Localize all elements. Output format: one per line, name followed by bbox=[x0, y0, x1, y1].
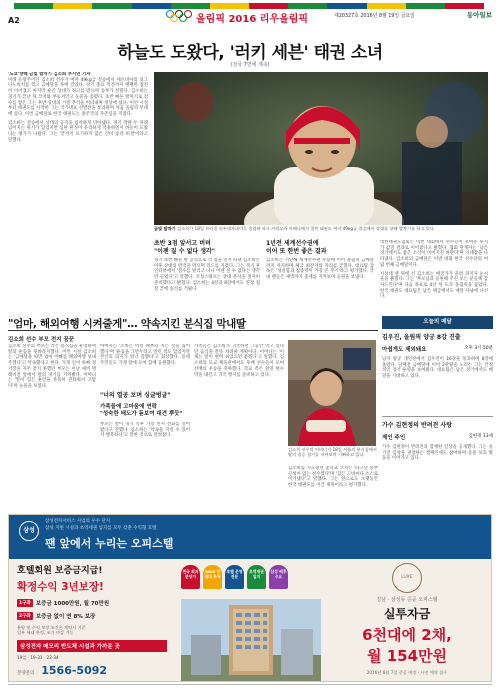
main-headline: 하늘도 도왔다, '러키 세븐' 태권 소녀 bbox=[117, 43, 383, 63]
ad-badge: 삼성 배후 수요 bbox=[269, 565, 288, 589]
second-byline: 김소희 선수 부모 전지 꿈꾼 bbox=[8, 337, 75, 343]
color-bar-segment bbox=[406, 3, 445, 9]
ad-phone-number[interactable]: 1566-5092 bbox=[41, 663, 108, 677]
ad-title-2: 확정수익 3년보장! bbox=[17, 581, 104, 593]
color-bar-segment bbox=[171, 3, 210, 9]
mother-photo-caption: 김소희 선수의 어머니가 18일 서울의 분식집에서 딸의 결승 경기를 지켜보며 기뻐하고 있다. bbox=[288, 447, 377, 457]
ad-right-footnote: 2016년 8월 7일 준공 예정 · 사전 예약 접수 bbox=[366, 670, 448, 675]
sidebar-divider bbox=[382, 416, 493, 417]
headline-byline: (전국 7면에 계속) bbox=[230, 62, 270, 68]
ad-phone-label: 분양문의 bbox=[17, 670, 35, 676]
sidebar-item-2-meta: 김현정 13세 bbox=[468, 434, 493, 439]
headline-rule bbox=[8, 330, 378, 331]
sidebar-item-2-text: 가수 김현정이 반려견과 함께한 일상을 공개했다. 그는 유기견 입양을 권장하는 캠페인에도 참여하며 동물 보호 활동을 이어가고 있다. bbox=[382, 445, 493, 462]
page-code: A2 bbox=[8, 16, 20, 25]
article2-subhead-1: "너의 열공 보며 싱글벙글" bbox=[100, 392, 171, 399]
color-bar-segment bbox=[445, 3, 484, 9]
ad-right-income: 월 154만원 bbox=[366, 647, 447, 665]
caption-title: 금빛 발차기 bbox=[154, 226, 176, 231]
sidebar-item-1-meta: 오후 3시 50분 bbox=[464, 346, 493, 351]
ad-right-logo-icon: LUXE bbox=[392, 563, 422, 593]
ad-banner bbox=[9, 515, 492, 559]
ad-badge: 전국 최저 분양가 bbox=[181, 565, 200, 589]
page-header bbox=[0, 0, 500, 30]
article1-column-1 bbox=[8, 72, 148, 312]
ad-option-2 bbox=[17, 612, 167, 620]
ad-badge: 호텔 운영 전문 bbox=[225, 565, 244, 589]
color-bar-segment bbox=[132, 3, 171, 9]
article1-column-2: 경기 초반 빠른 발 공격으로 석 점을 먼저 따낸 김소희는 이후 상대의 반격을 막으며 리드를 지켰다. 그는 경기 후 인터뷰에서 '점수를 벌리고 나니 이젠 질 수 없다는 생각만 들었다'고 말했다. 코칭스태프는 상대 분석을 철저히 준비했다고 밝혔다. 김소희는 4강과 8강에서도 연장 접전 끝에 승리를 거뒀다. bbox=[154, 258, 260, 292]
ad-badges bbox=[181, 565, 288, 589]
ad-logo-icon: 삼성 bbox=[19, 521, 39, 541]
color-bar-segment bbox=[92, 3, 131, 9]
header-color-bar bbox=[14, 3, 484, 9]
mother-photo-illustration bbox=[288, 340, 376, 446]
color-bar-segment bbox=[53, 3, 92, 9]
ad-badge: 초역세권 입지 bbox=[247, 565, 266, 589]
article1-column-3: 김소희는 지난해 세계선수권 우승에 이어 올림픽 금메달까지 차지하며 체급 최강자의 자리를 굳혔다. 대표팀 감독은 '성실함과 집중력이 가장 큰 무기'라고 평가했다. 국내 팬들은 새벽까지 중계를 지켜보며 응원을 보냈다. bbox=[266, 258, 374, 281]
sidebar-item-1-sub bbox=[382, 345, 493, 353]
ad-option-1-tag: 1구좌 bbox=[19, 601, 31, 606]
ad-option-2-tag: 2구좌 bbox=[19, 614, 31, 619]
article1-subhead-1: 초반 3점 앞서고 버텨 "이젠 질 수 없다 생각" bbox=[154, 240, 215, 255]
sidebar-item-1 bbox=[382, 334, 493, 379]
ad-title-1: 호텔회원 보증금지급! bbox=[17, 566, 103, 576]
ad-option-1 bbox=[17, 599, 167, 607]
ad-band: 삼성전자 메모리 반도체 시설과 가까운 곳 bbox=[17, 640, 167, 652]
sidebar-item-2-subtitle: 제인 주인 bbox=[382, 435, 406, 441]
caption-text: 김소희가 18일 브라질 리우데자네이루 올림픽 파크 카리오카 아레나에서 열린 태권도 여자 49kg급 결승에서 상대를 향해 발차기를 하고 있다. bbox=[177, 226, 436, 231]
main-photo-caption bbox=[154, 226, 488, 231]
sidebar-item-1-subtitle: 아쉽게도 제외돼요 bbox=[382, 347, 427, 353]
article2-column-4: 김소희를 지도했던 중학교 코치는 '타고난 승부 근성이 있는 선수였다'며 '힘든 고비마다 스스로 이겨냈다'고 말했다. 그는 앞으로도 오랫동안 한국 태권도를 이끌 재목이라고 평가했다. bbox=[288, 466, 378, 489]
ad-right-label: 실투자금 bbox=[383, 607, 431, 621]
ad-option-1-text: 보증금 1000만원, 월 70만원 bbox=[35, 601, 110, 607]
ad-phone[interactable] bbox=[17, 664, 167, 677]
footer-rule bbox=[8, 684, 492, 685]
ad-option-2-text: 보증금 없이 연 8% 보장 bbox=[35, 614, 96, 620]
sidebar bbox=[382, 316, 493, 329]
article1-text-2: 김소희는 결승에서 상대의 공격을 침착하게 막아냈다. 경기 막판 두 차례 넘어지는 위기가 있었지만 심판 판정이 유리하게 작용하면서 하늘이 도왔다는 평가가 나왔다. 그는 '끝까지 포기하지 않은 것이 승리 비결'이라고 말했다. bbox=[8, 120, 148, 143]
ad-right-panel bbox=[327, 563, 487, 676]
sidebar-item-2-title: 가수 김현정의 반려견 사랑 bbox=[382, 422, 453, 429]
ad-dates: 19일 · 19-31 · 22-34 bbox=[17, 654, 59, 660]
sidebar-item-2 bbox=[382, 422, 493, 462]
article1-subhead-2: 1년전 세계선수권에 이어 또 한번 좋은 결과 bbox=[266, 240, 327, 255]
mother-photo bbox=[288, 340, 376, 446]
article2-column-2b: 부모는 딸이 경기 직후 가장 먼저 전화를 걸어왔다고 전했다. 김소희는 '약속을 지킬 수 있어서 행복하다'고 말한 것으로 알려졌다. bbox=[100, 422, 190, 439]
article2-column-2: 아버지는 '소희는 어릴 때부터 지는 것을 싫어했다'며 '운동을 그만두라고 말린 적도 있었지만 본인의 의지가 워낙 강했다'고 회상했다. 동네 주민들도 가게 앞에 모여 함께 응원했다. bbox=[100, 344, 190, 367]
ad-left-panel bbox=[17, 563, 167, 677]
taekwondo-photo-illustration bbox=[154, 72, 488, 225]
color-bar-segment bbox=[327, 3, 366, 9]
issue-meta: 제20327호 2016년 8월 19일 금요일 bbox=[334, 13, 415, 19]
paper-name: 동아일보 bbox=[466, 11, 492, 19]
color-bar-segment bbox=[249, 3, 288, 9]
color-bar-segment bbox=[14, 3, 53, 9]
ad-note: 분양 및 수익 보장 조건은 계약서 기준 일부 세대 한정, 조기 마감 가능 bbox=[17, 625, 86, 636]
section-title: 올림픽 2016 리우올림픽 bbox=[196, 14, 309, 25]
main-photo bbox=[154, 72, 488, 225]
sidebar-head: 오늘의 메달 bbox=[382, 316, 493, 329]
article1-column-4 bbox=[380, 240, 488, 312]
sidebar-item-2-sub bbox=[382, 433, 493, 441]
ad-badge: 3000 만원대 투자 bbox=[203, 565, 222, 589]
ad-building-image bbox=[181, 599, 321, 681]
sidebar-item-1-title: 김우진, 올림픽 양궁 8강 진출 bbox=[382, 334, 461, 341]
ad-right-sub: 강남 · 삼성동 준공 오피스텔 bbox=[376, 597, 438, 603]
sidebar-item-1-text: 남자 양궁 개인전에서 김우진이 16강을 통과하며 8강에 올랐다. 단체전 금메달에 이어 2관왕을 노리는 그는 안정적인 경기 운영을 보여줬다. 대표팀은 남은 경기에서도 메달을 기대하고 있다. bbox=[382, 357, 493, 379]
article1-text-3: 대한태권도협회는 이번 대회에서 선수들이 보여준 투지가 값진 결과로 이어졌다고 밝혔다. 협회 관계자는 '남은 경기에서도 좋은 소식이 이어지길 바란다'며 기대감을 나타냈다. 김소희의 금메달은 이번 대회 한국 선수단의 여덟 번째 금메달이다. bbox=[380, 240, 488, 268]
ad-line-1: 삼성전자서비스 사업의 우수 단지 bbox=[45, 519, 111, 524]
olympic-rings-icon bbox=[166, 10, 192, 24]
article2-column-3: 가족들은 김소희가 귀국하면 그동안 먹고 싶다던 음식을 잔뜩 차려줄 계획이다. 어머니는 '이제는 딸이 편히 쉬었으면 좋겠다'고 말했다. 김소희의 모교 체육관에서도 후배 선수들이 모여 선배의 우승을 축하했다. 학교 측은 환영 현수막을 내걸고 귀국 행사를 준비하고 있다. bbox=[194, 344, 284, 378]
advertisement[interactable] bbox=[8, 514, 492, 682]
article1-lead: '도쿄'향해 금빛 발차기 김소희 부시연 기자 bbox=[8, 72, 91, 77]
color-bar-segment bbox=[288, 3, 327, 9]
ad-main-slogan: 팬 앞에서 누리는 오피스텔 bbox=[45, 537, 174, 550]
article1-text-4: 시상대 맨 위에 선 김소희는 애국가가 울려 퍼지자 눈시울을 붉혔다. 그는 '부모님과 응원해 주신 모든 분들께 감사드린다'며 다음 목표로 4년 뒤 도쿄 올림픽을 꼽았다. 한국 태권도 대표팀은 남은 체급에서도 메달 사냥에 나선다. bbox=[380, 271, 488, 300]
building-illustration bbox=[181, 599, 321, 681]
article2-subhead-2: 가족들에 고마움에 연락 "성숙한 태도가 돋보여 대견 뿌듯" bbox=[100, 404, 183, 417]
article1-text-1: 미래 유망주이던 김소희 선수가 여자 49kg급 결승에서 세르비아의 보그다노비치를 꺾고 금메달을 목에 걸었다. 경기 종료 직전까지 팽팽한 접전이 이어졌고 마지막 순간 상대가 경고를 받으며 승부가 갈렸다. 김소희는 경기가 끝난 뒤 코치와 부둥켜안고 눈물을 흘렸다. 초반 빠른 발차기로 점수를 쌓은 그는 후반 상대의 거센 추격을 버텨내며 정상에 섰다. 어린 시절부터 태권도를 시작한 그는 국가대표 선발전을 통과하며 처음 올림픽 무대에 섰다. 이번 금메달로 한국 태권도는 종주국의 자존심을 지켰다. bbox=[8, 77, 148, 117]
article2-column-1: 김소희 선수의 부모는 작은 분식집을 운영하며 딸의 운동을 뒷바라지했다. 어린 시절 김소희는 '금메달을 따면 엄마 아빠를 해외여행 보내주겠다'고 약속했다고 한다. 가게 일이 바빠 경기장을 자주 찾지 못했던 부모는 이날 새벽 텔레비전 앞에서 딸의 경기를 지켜봤다. 어머니는 '딸이 힘든 훈련을 묵묵히 견뎌줘서 고맙다'며 눈물을 보였다. bbox=[8, 344, 96, 389]
ad-right-price: 6천대에 2채, bbox=[362, 626, 452, 644]
color-bar-segment bbox=[367, 3, 406, 9]
color-bar-segment bbox=[210, 3, 249, 9]
second-headline: "엄마, 해외여행 시켜줄게"… 약속지킨 분식집 막내딸 bbox=[8, 318, 246, 330]
ad-line-2: 삼성 지원 시설과 초역세권 입지를 모두 갖춘 수익형 호텔 bbox=[45, 526, 157, 531]
